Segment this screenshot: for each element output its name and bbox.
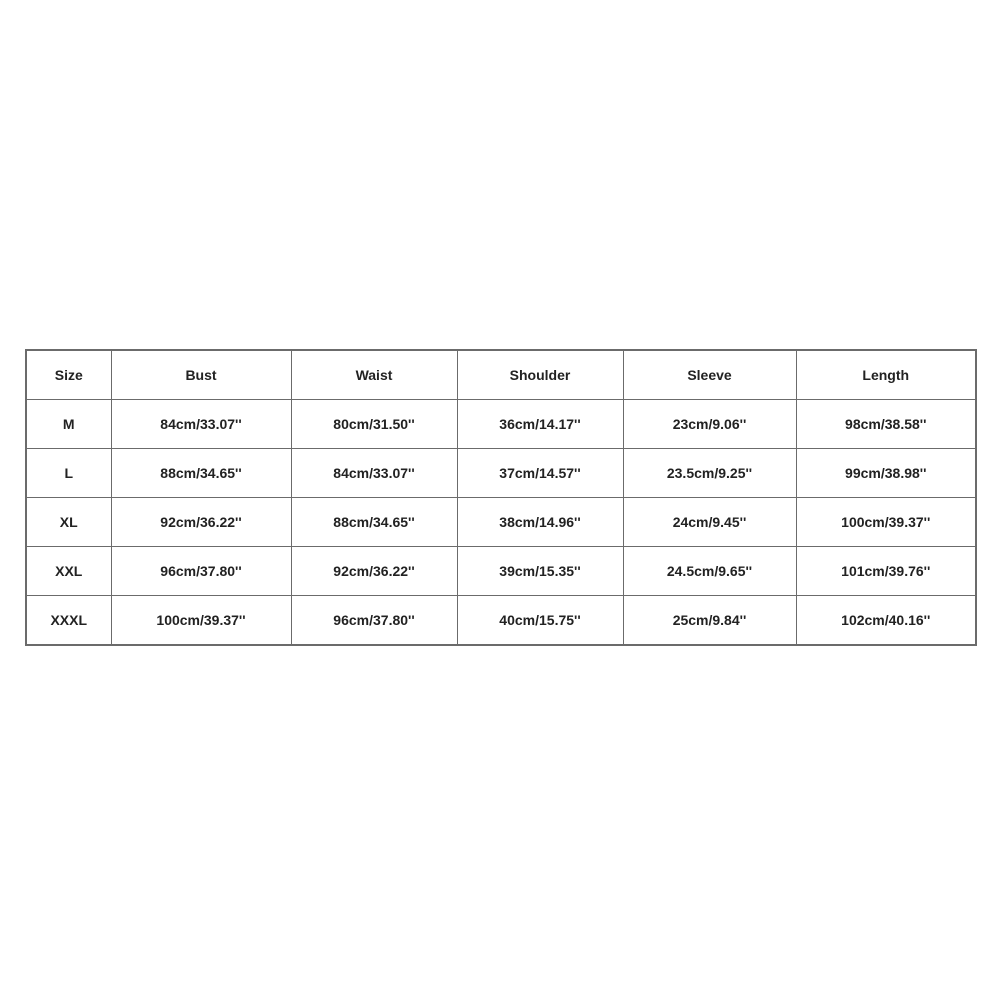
cell-bust: 100cm/39.37'' <box>111 596 291 646</box>
cell-sleeve: 25cm/9.84'' <box>623 596 796 646</box>
cell-waist: 88cm/34.65'' <box>291 498 457 547</box>
cell-sleeve: 23.5cm/9.25'' <box>623 449 796 498</box>
cell-bust: 96cm/37.80'' <box>111 547 291 596</box>
header-waist: Waist <box>291 350 457 400</box>
cell-size: XL <box>26 498 111 547</box>
table-row <box>26 449 976 498</box>
cell-shoulder: 40cm/15.75'' <box>457 596 623 646</box>
header-size: Size <box>26 350 111 400</box>
header-length: Length <box>796 350 976 400</box>
cell-size: XXXL <box>26 596 111 646</box>
cell-waist: 84cm/33.07'' <box>291 449 457 498</box>
cell-bust: 84cm/33.07'' <box>111 400 291 449</box>
cell-length: 100cm/39.37'' <box>796 498 976 547</box>
cell-waist: 96cm/37.80'' <box>291 596 457 646</box>
cell-sleeve: 24cm/9.45'' <box>623 498 796 547</box>
cell-shoulder: 38cm/14.96'' <box>457 498 623 547</box>
header-row <box>26 350 976 400</box>
header-sleeve: Sleeve <box>623 350 796 400</box>
table-row <box>26 498 976 547</box>
cell-size: M <box>26 400 111 449</box>
cell-length: 99cm/38.98'' <box>796 449 976 498</box>
cell-size: XXL <box>26 547 111 596</box>
cell-bust: 88cm/34.65'' <box>111 449 291 498</box>
cell-shoulder: 37cm/14.57'' <box>457 449 623 498</box>
table-row <box>26 547 976 596</box>
table-row <box>26 400 976 449</box>
cell-sleeve: 24.5cm/9.65'' <box>623 547 796 596</box>
cell-waist: 92cm/36.22'' <box>291 547 457 596</box>
size-chart-body <box>26 400 976 646</box>
cell-bust: 92cm/36.22'' <box>111 498 291 547</box>
header-bust: Bust <box>111 350 291 400</box>
size-chart-table <box>25 349 977 646</box>
cell-length: 101cm/39.76'' <box>796 547 976 596</box>
cell-length: 98cm/38.58'' <box>796 400 976 449</box>
cell-waist: 80cm/31.50'' <box>291 400 457 449</box>
cell-length: 102cm/40.16'' <box>796 596 976 646</box>
cell-sleeve: 23cm/9.06'' <box>623 400 796 449</box>
cell-shoulder: 39cm/15.35'' <box>457 547 623 596</box>
cell-size: L <box>26 449 111 498</box>
cell-shoulder: 36cm/14.17'' <box>457 400 623 449</box>
table-row <box>26 596 976 646</box>
size-chart-header <box>26 350 976 400</box>
header-shoulder: Shoulder <box>457 350 623 400</box>
